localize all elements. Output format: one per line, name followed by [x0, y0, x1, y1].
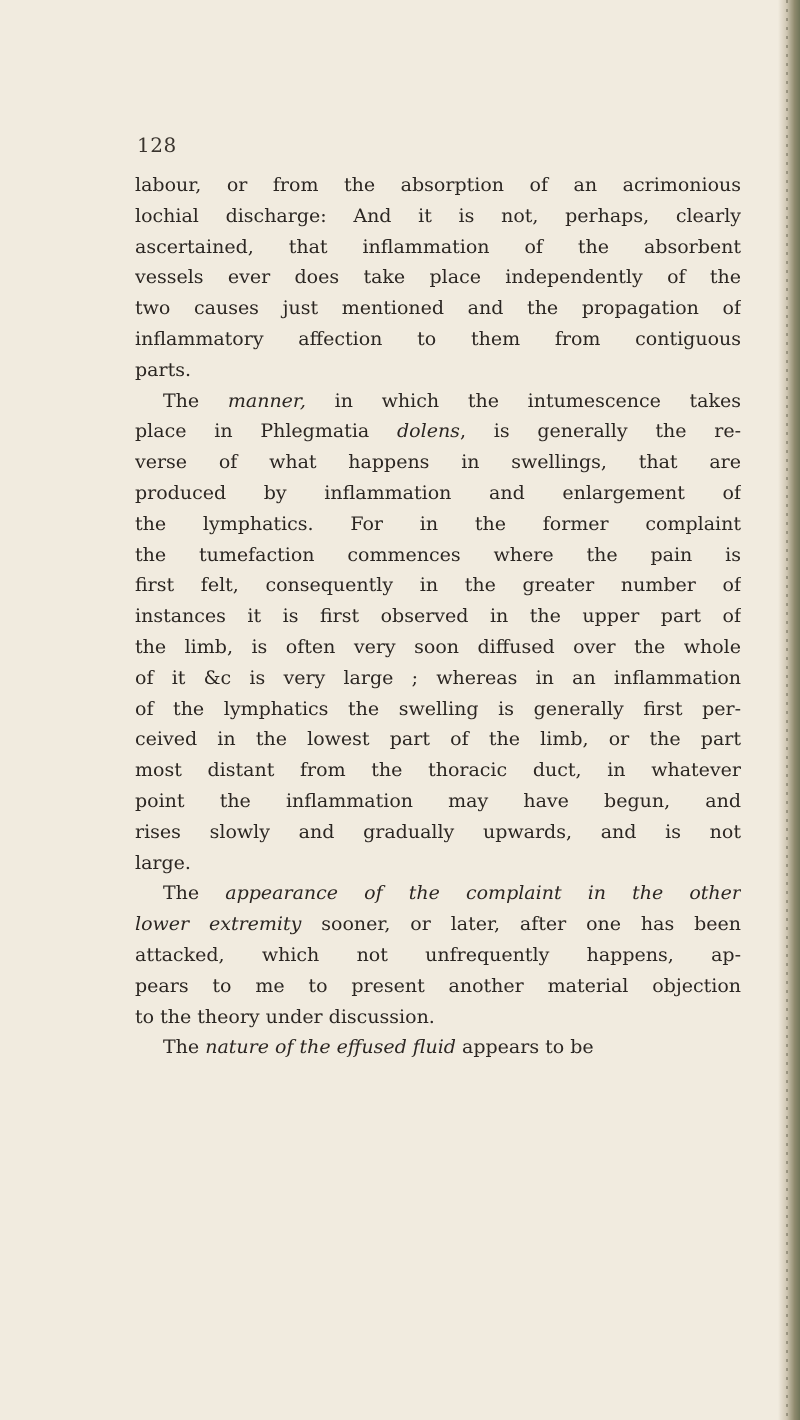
body-text [135, 170, 741, 1063]
text-segment: rises slowly and gradually upwards, and is not [135, 820, 741, 843]
text-segment: in which the intumescence takes [305, 389, 741, 412]
text-line [135, 632, 741, 663]
italic-text: nature of the effused fluid [205, 1036, 456, 1059]
text-line [135, 940, 741, 971]
text-line [135, 786, 741, 817]
text-segment: lochial discharge: And it is not, perhaps, clearly [135, 204, 741, 227]
text-line [135, 324, 741, 355]
text-segment: inflammatory affection to them from contiguous [135, 327, 741, 350]
page-edge [778, 0, 800, 1420]
text-line [135, 170, 741, 201]
text-line [135, 878, 741, 909]
text-segment: parts. [135, 358, 191, 381]
text-line [135, 509, 741, 540]
text-segment: place in Phlegmatia [135, 420, 398, 443]
page-number: 128 [137, 133, 177, 157]
text-segment: The [163, 882, 226, 905]
text-segment: The [163, 389, 228, 412]
text-line [135, 447, 741, 478]
text-line [135, 570, 741, 601]
italic-text: manner, [227, 389, 306, 412]
text-line [135, 416, 741, 447]
italic-text: lower extremity [135, 913, 302, 936]
text-segment: most distant from the thoracic duct, in whatever [135, 759, 741, 782]
text-line [135, 663, 741, 694]
text-line [135, 262, 741, 293]
text-line [135, 971, 741, 1002]
text-line [135, 386, 741, 417]
text-segment: to the theory under discussion. [135, 1005, 435, 1028]
text-line [135, 1032, 741, 1063]
text-line [135, 540, 741, 571]
text-segment: the tumefaction commences where the pain is [135, 543, 741, 566]
text-segment: The [163, 1036, 206, 1059]
italic-text: appearance of the complaint in the other [225, 882, 741, 905]
text-line [135, 293, 741, 324]
text-segment: large. [135, 851, 191, 874]
italic-text: dolens [397, 420, 460, 443]
text-segment: labour, or from the absorption of an acrimonious [135, 174, 741, 196]
text-segment: the lymphatics. For in the former complaint [135, 512, 741, 535]
text-segment: sooner, or later, after one has been [301, 913, 741, 936]
text-segment: ceived in the lowest part of the limb, or the part [135, 728, 741, 751]
text-line [135, 1002, 741, 1033]
text-segment: first felt, consequently in the greater number of [135, 574, 741, 597]
text-line [135, 909, 741, 940]
text-line [135, 848, 741, 879]
text-segment: produced by inflammation and enlargement of [135, 481, 741, 504]
text-segment: appears to be [455, 1036, 594, 1059]
text-segment: of the lymphatics the swelling is generally first per- [135, 697, 741, 720]
text-segment: the limb, is often very soon diffused over the whole [135, 635, 741, 658]
text-line [135, 724, 741, 755]
text-segment: point the inflammation may have begun, and [135, 789, 741, 812]
text-line [135, 601, 741, 632]
text-line [135, 478, 741, 509]
text-segment: pears to me to present another material objection [135, 974, 741, 997]
text-segment: attacked, which not unfrequently happens, ap- [135, 943, 741, 966]
text-segment: instances it is first observed in the upper part of [135, 605, 741, 628]
text-segment: two causes just mentioned and the propagation of [135, 297, 741, 320]
text-line [135, 355, 741, 386]
text-line [135, 694, 741, 725]
text-line [135, 817, 741, 848]
text-segment: vessels ever does take place independently of the [135, 266, 741, 289]
text-segment: , is generally the re- [459, 420, 741, 443]
text-segment: verse of what happens in swellings, that are [135, 451, 741, 474]
text-line [135, 232, 741, 263]
text-segment: ascertained, that inflammation of the absorbent [135, 235, 741, 258]
text-line [135, 201, 741, 232]
text-line [135, 755, 741, 786]
text-segment: of it &c is very large ; whereas in an inflammation [135, 666, 741, 689]
